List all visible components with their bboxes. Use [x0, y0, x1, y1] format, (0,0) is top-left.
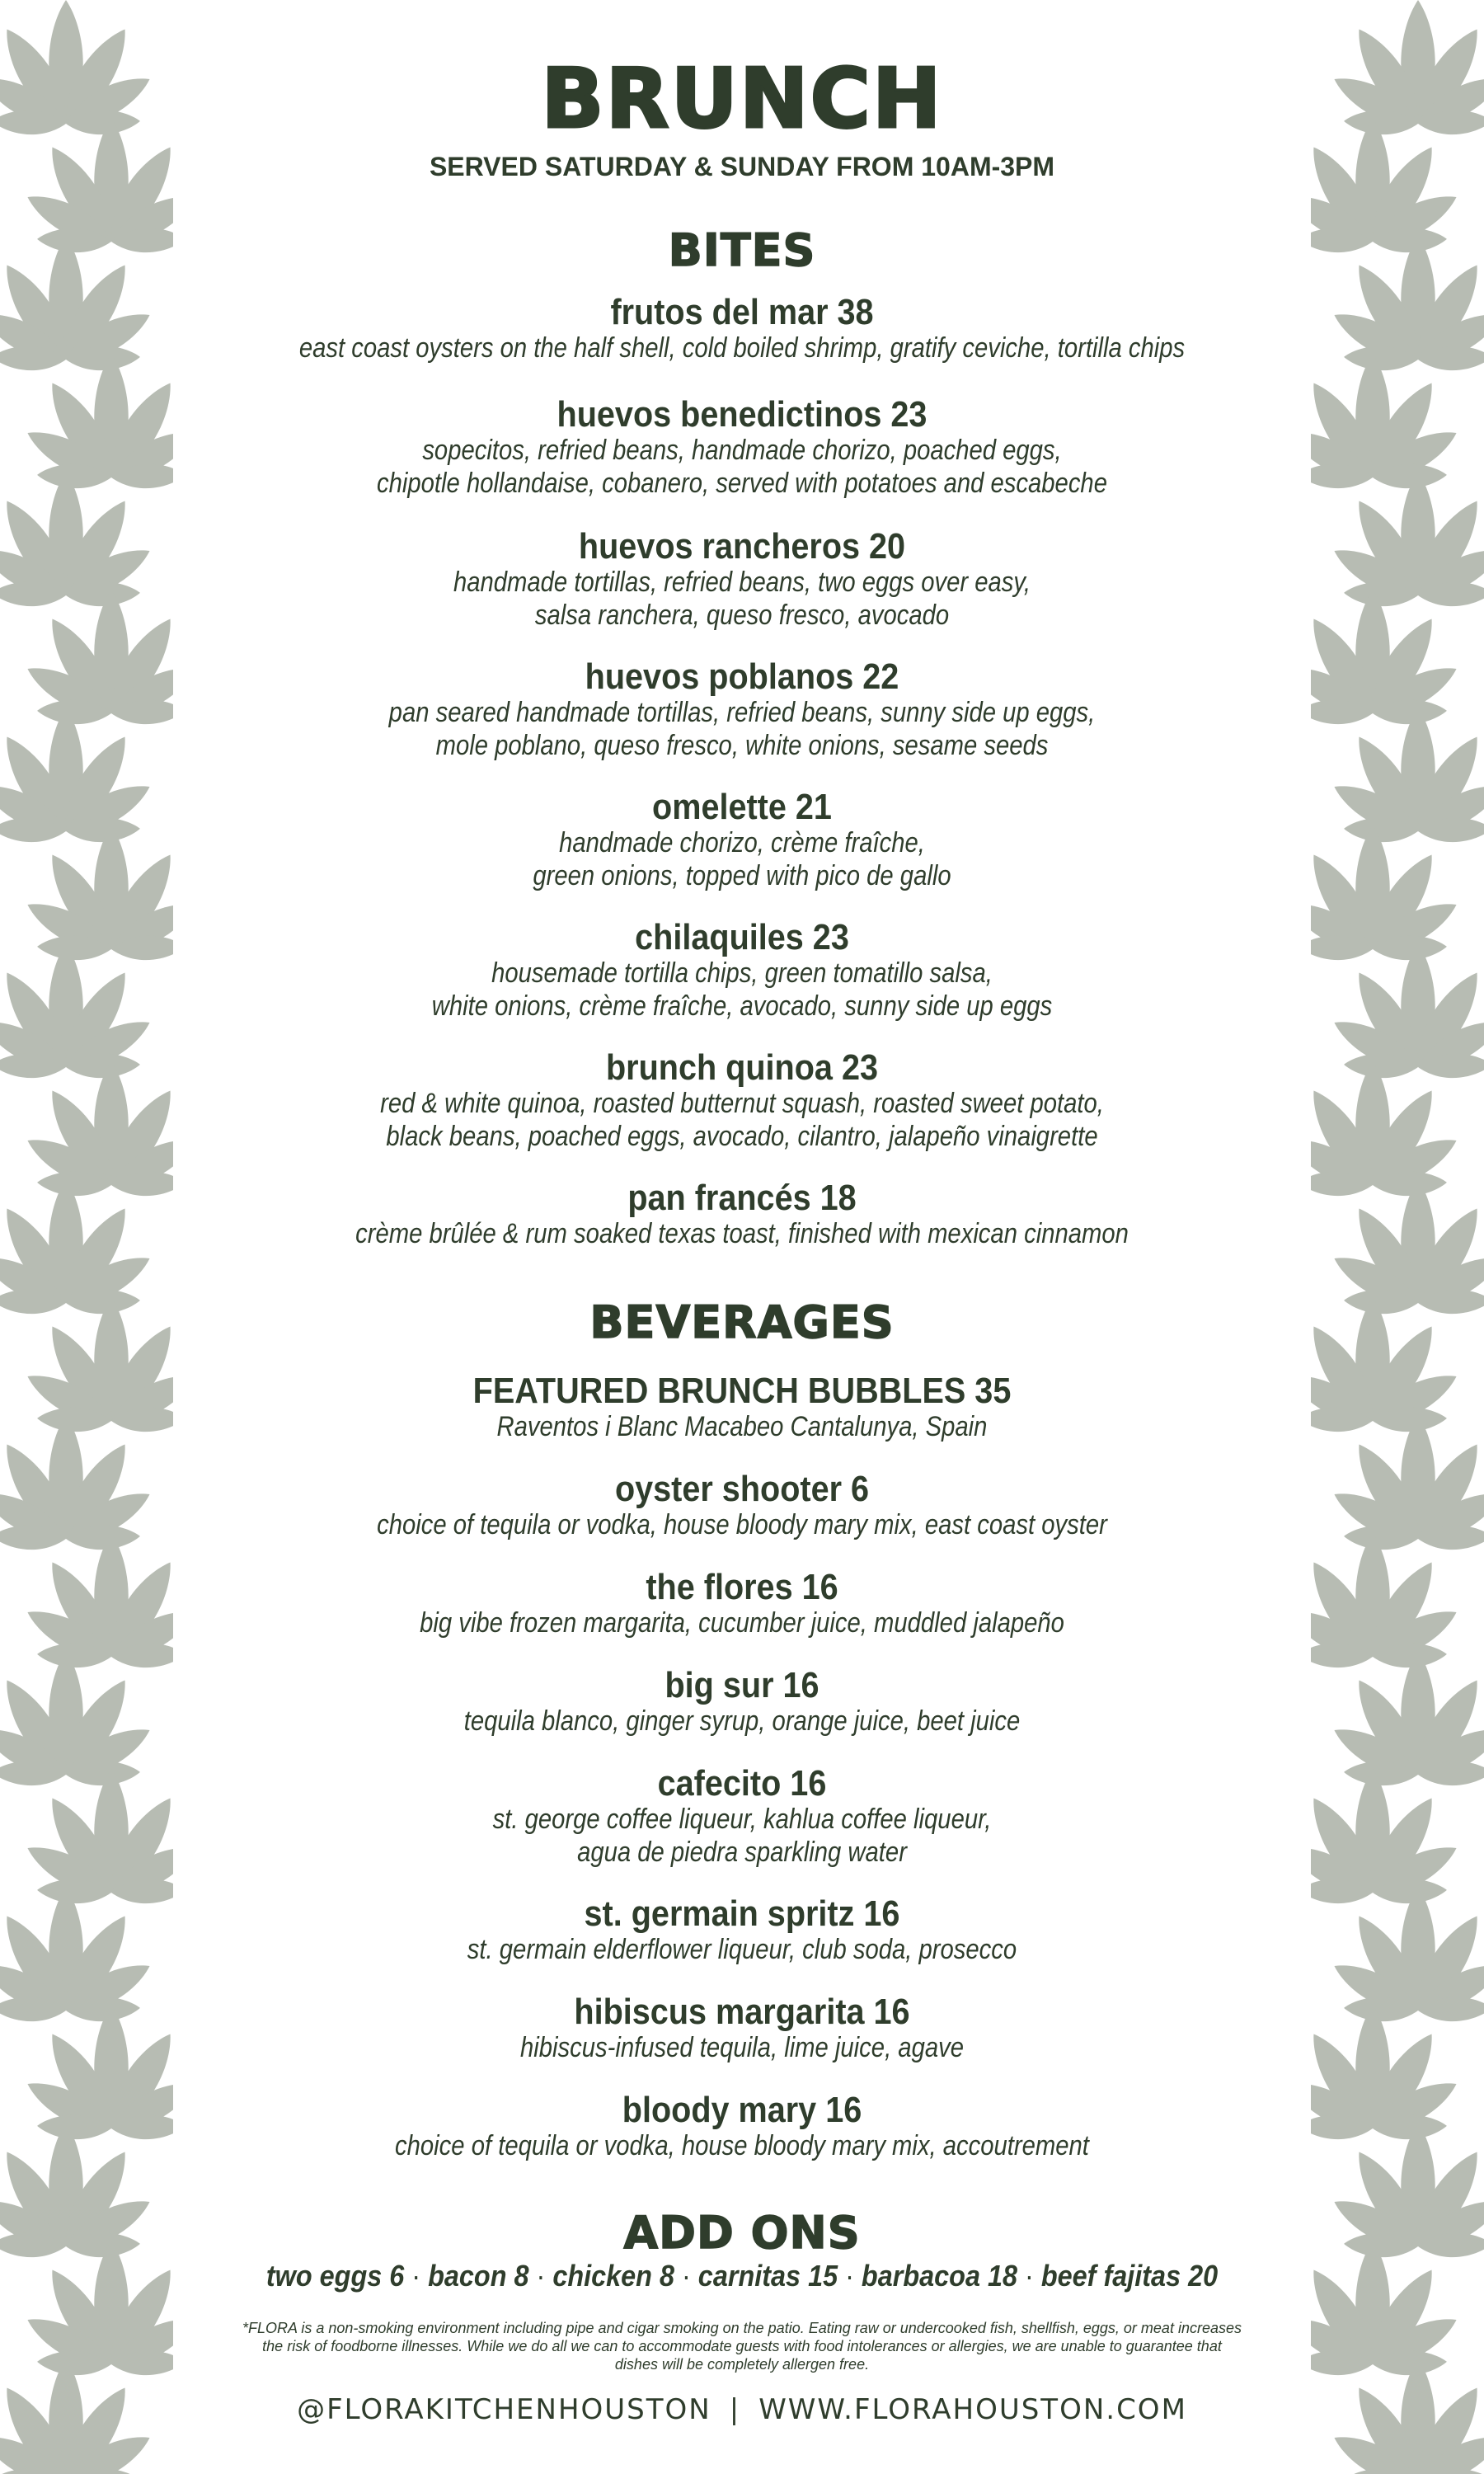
item-name: huevos rancheros 20: [578, 526, 906, 567]
item-name: brunch quinoa 23: [605, 1047, 879, 1088]
leaf-cluster-icon: [1311, 590, 1463, 726]
item-desc: agua de piedra sparkling water: [577, 1837, 907, 1868]
leaf-cluster-icon: [1311, 118, 1463, 254]
menu-title: BRUNCH: [541, 50, 943, 147]
item-desc: sopecitos, refried beans, handmade chorizo, poached eggs,: [422, 435, 1062, 466]
leaf-cluster-icon: [0, 1887, 157, 2023]
item-desc: salsa ranchera, queso fresco, avocado: [534, 600, 950, 631]
item-name: frutos del mar 38: [610, 292, 874, 332]
menu-subtitle: SERVED SATURDAY & SUNDAY FROM 10AM-3PM: [429, 152, 1055, 181]
menu-item: [190, 1372, 1294, 1443]
item-name: pan francés 18: [627, 1178, 857, 1218]
leaf-cluster-icon: [0, 472, 157, 608]
leaf-cluster-icon: [0, 708, 157, 844]
leaf-cluster-icon: [1311, 2005, 1463, 2141]
leaf-cluster-icon: [0, 1415, 157, 1551]
addon-item: barbacoa 18: [861, 2259, 1018, 2293]
menu-item: [190, 528, 1294, 632]
leaf-cluster-icon: [0, 0, 157, 136]
leaf-cluster-icon: [0, 943, 157, 1079]
addon-separator: ·: [411, 2259, 421, 2293]
menu-item: [190, 919, 1294, 1023]
leaf-cluster-icon: [1327, 1887, 1484, 2023]
addon-item: bacon 8: [428, 2259, 529, 2293]
item-name: huevos poblanos 22: [585, 656, 899, 697]
item-name: bloody mary 16: [622, 2090, 862, 2130]
menu-item: [190, 1895, 1294, 1966]
item-name: huevos benedictinos 23: [556, 394, 928, 435]
leaf-cluster-icon: [1311, 354, 1463, 490]
addon-separator: ·: [1025, 2259, 1034, 2293]
menu-item: [190, 658, 1294, 762]
addon-separator: ·: [536, 2259, 546, 2293]
addons-list: [245, 2258, 1239, 2294]
item-name: the flores 16: [646, 1567, 838, 1607]
website-link[interactable]: WWW.FLORAHOUSTON.COM: [758, 2393, 1187, 2426]
item-name: cafecito 16: [657, 1763, 827, 1804]
leaf-cluster-icon: [1311, 825, 1463, 962]
addon-item: chicken 8: [552, 2259, 675, 2293]
item-desc: Raventos i Blanc Macabeo Cantalunya, Spain: [496, 1411, 988, 1442]
leaf-cluster-icon: [21, 1533, 173, 1669]
leaf-cluster-icon: [21, 1769, 173, 1905]
addon-separator: ·: [682, 2259, 691, 2293]
item-desc: choice of tequila or vodka, house bloody mary mix, accoutrement: [395, 2130, 1089, 2161]
right-leaf-border: [1311, 0, 1484, 2474]
leaf-cluster-icon: [1327, 1651, 1484, 1787]
menu-item: [190, 1569, 1294, 1639]
leaf-pattern-icon: [0, 0, 173, 2474]
leaf-cluster-icon: [21, 2005, 173, 2141]
item-desc: choice of tequila or vodka, house bloody mary mix, east coast oyster: [377, 1509, 1107, 1540]
item-desc: crème brûlée & rum soaked texas toast, finished with mexican cinnamon: [355, 1218, 1129, 1249]
item-desc: chipotle hollandaise, cobanero, served with potatoes and escabeche: [377, 468, 1107, 499]
item-desc: handmade tortillas, refried beans, two eggs over easy,: [453, 567, 1031, 598]
addon-separator: ·: [845, 2259, 854, 2293]
item-desc: pan seared handmade tortillas, refried beans, sunny side up eggs,: [388, 697, 1096, 728]
addon-item: carnitas 15: [697, 2259, 838, 2293]
footer-contact: [190, 2392, 1294, 2428]
leaf-cluster-icon: [1311, 2241, 1463, 2377]
leaf-cluster-icon: [21, 825, 173, 962]
item-desc: big vibe frozen margarita, cucumber juice, muddled jalapeño: [420, 1607, 1064, 1639]
menu-item: [190, 1049, 1294, 1153]
bites-heading: BITES: [668, 224, 816, 276]
leaf-cluster-icon: [1311, 1061, 1463, 1197]
menu-item: [190, 1993, 1294, 2064]
item-desc: housemade tortilla chips, green tomatillo salsa,: [491, 957, 993, 989]
addons-heading: ADD ONS: [623, 2207, 861, 2259]
menu-item: [190, 788, 1294, 892]
leaf-cluster-icon: [1327, 1179, 1484, 1315]
item-name: hibiscus margarita 16: [574, 1992, 910, 2032]
leaf-cluster-icon: [1311, 1533, 1463, 1669]
menu-item: [190, 1667, 1294, 1738]
item-desc: red & white quinoa, roasted butternut squash, roasted sweet potato,: [380, 1088, 1104, 1119]
item-name: st. germain spritz 16: [584, 1893, 900, 1934]
item-desc: white onions, crème fraîche, avocado, sunny side up eggs: [431, 990, 1053, 1022]
item-name: FEATURED BRUNCH BUBBLES 35: [472, 1371, 1012, 1411]
footer-separator: |: [729, 2393, 741, 2426]
item-name: chilaquiles 23: [635, 917, 849, 957]
instagram-handle[interactable]: @FLORAKITCHENHOUSTON: [297, 2393, 711, 2426]
leaf-cluster-icon: [1311, 1769, 1463, 1905]
menu-item: [190, 1179, 1294, 1250]
item-desc: black beans, poached eggs, avocado, cilantro, jalapeño vinaigrette: [386, 1121, 1098, 1152]
menu-item: [190, 294, 1294, 365]
leaf-cluster-icon: [1327, 943, 1484, 1079]
leaf-cluster-icon: [21, 1061, 173, 1197]
leaf-cluster-icon: [21, 590, 173, 726]
leaf-cluster-icon: [1327, 2123, 1484, 2259]
beverages-heading: BEVERAGES: [589, 1296, 895, 1348]
item-name: big sur 16: [665, 1665, 819, 1705]
leaf-cluster-icon: [1327, 708, 1484, 844]
item-desc: green onions, topped with pico de gallo: [533, 860, 951, 891]
left-leaf-border: [0, 0, 173, 2474]
leaf-cluster-icon: [0, 2123, 157, 2259]
leaf-cluster-icon: [1327, 2359, 1484, 2474]
item-desc: east coast oysters on the half shell, cold boiled shrimp, gratify ceviche, tortilla chips: [298, 332, 1186, 364]
menu-item: [190, 2091, 1294, 2162]
menu-item: [190, 1470, 1294, 1541]
leaf-cluster-icon: [1327, 0, 1484, 136]
menu-item: [190, 396, 1294, 500]
item-desc: st. george coffee liqueur, kahlua coffee liqueur,: [492, 1804, 992, 1835]
item-desc: handmade chorizo, crème fraîche,: [559, 827, 925, 858]
item-desc: hibiscus-infused tequila, lime juice, agave: [519, 2032, 964, 2063]
leaf-cluster-icon: [21, 118, 173, 254]
item-desc: tequila blanco, ginger syrup, orange juice, beet juice: [463, 1705, 1021, 1737]
leaf-cluster-icon: [1327, 236, 1484, 372]
item-desc: mole poblano, queso fresco, white onions, sesame seeds: [435, 730, 1049, 761]
allergen-disclaimer: *FLORA is a non-smoking environment including pipe and cigar smoking on the patio. Eating raw or undercooked fish, shellfish, eggs, or meat increases the risk of foodborne illnesses. While we do all we can to accommodate guests with food intolerances or allergies, we are unable to guarantee that dishes will be completely allergen free.: [242, 2320, 1242, 2373]
leaf-cluster-icon: [1327, 1415, 1484, 1551]
menu-item: [190, 1765, 1294, 1869]
item-name: oyster shooter 6: [614, 1469, 870, 1509]
leaf-cluster-icon: [0, 1651, 157, 1787]
leaf-pattern-icon: [1311, 0, 1484, 2474]
item-name: omelette 21: [652, 787, 832, 827]
leaf-cluster-icon: [1327, 472, 1484, 608]
leaf-cluster-icon: [21, 2241, 173, 2377]
addon-item: two eggs 6: [265, 2259, 405, 2293]
leaf-cluster-icon: [1311, 1297, 1463, 1433]
item-desc: st. germain elderflower liqueur, club soda, prosecco: [467, 1934, 1017, 1965]
leaf-cluster-icon: [0, 2359, 157, 2474]
leaf-cluster-icon: [0, 1179, 157, 1315]
leaf-cluster-icon: [0, 236, 157, 372]
addon-item: beef fajitas 20: [1040, 2259, 1219, 2293]
leaf-cluster-icon: [21, 1297, 173, 1433]
leaf-cluster-icon: [21, 354, 173, 490]
